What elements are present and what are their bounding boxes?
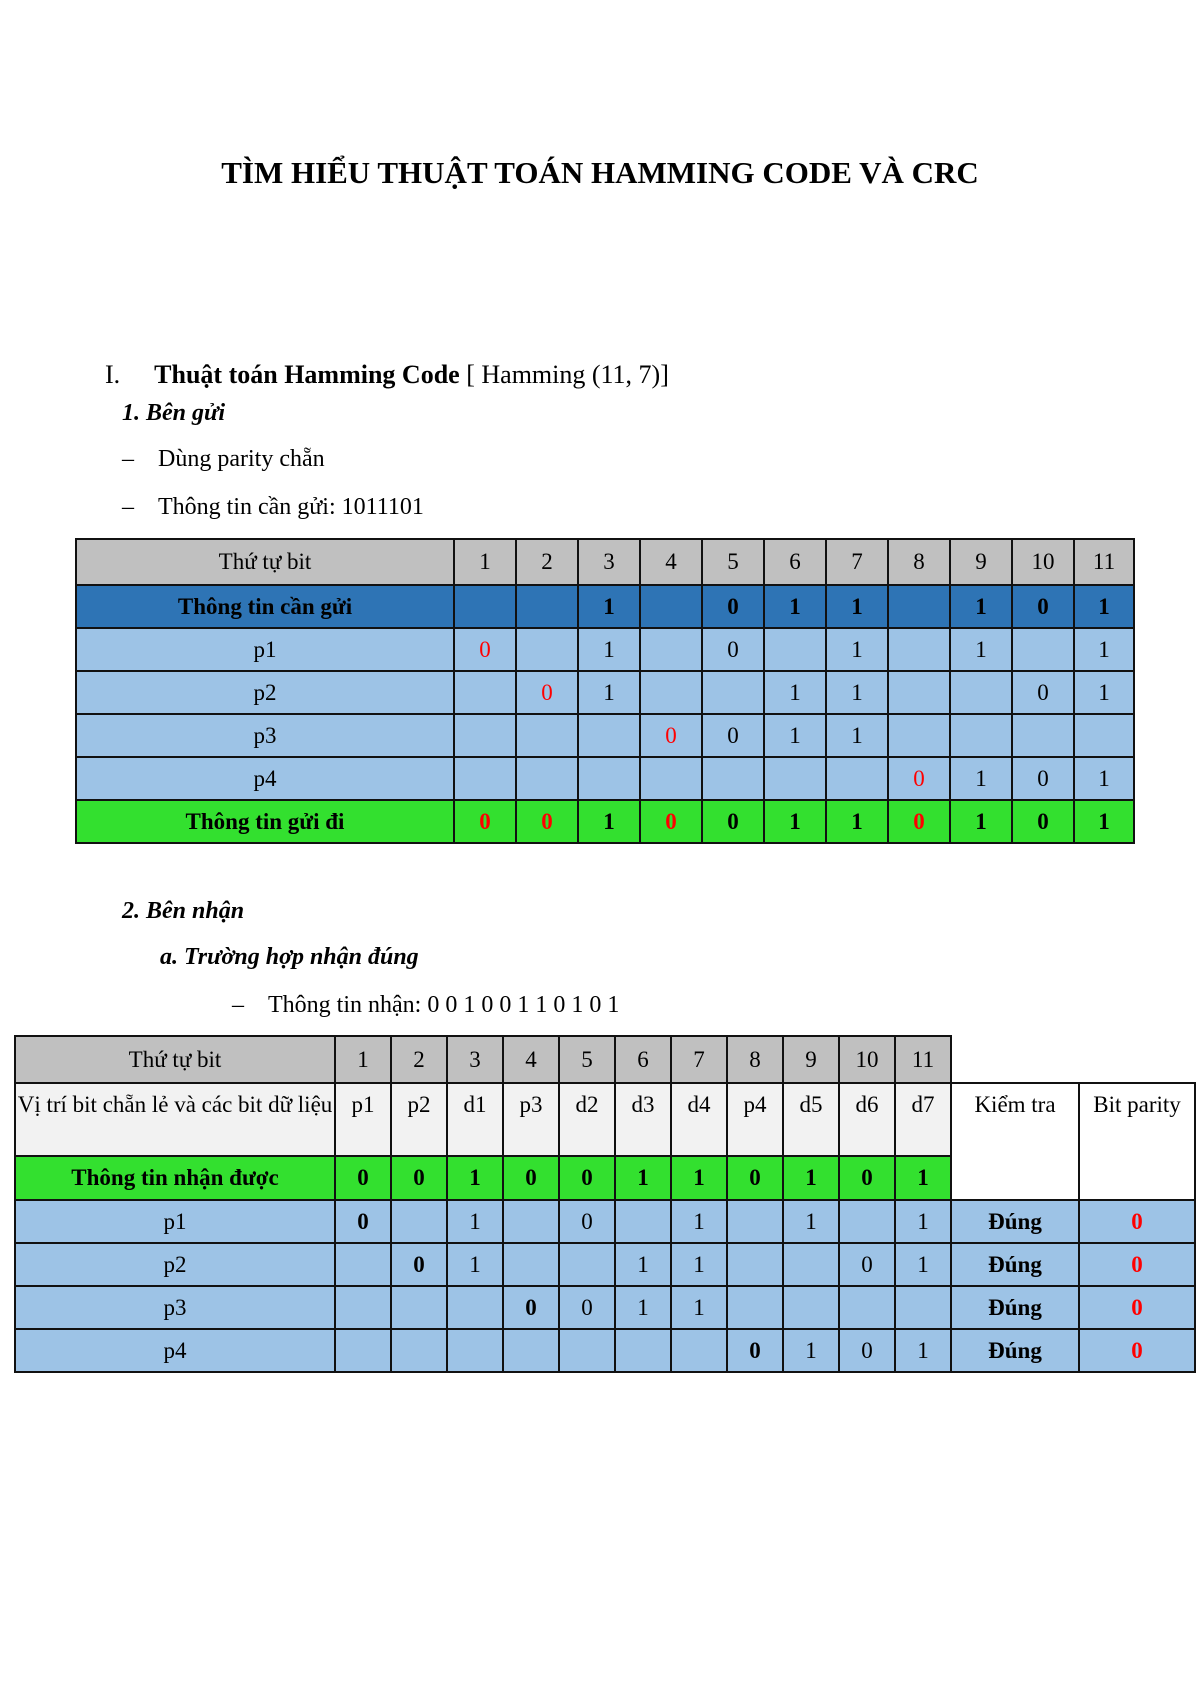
section-heading [105,360,669,390]
column-header: 7 [826,539,888,585]
parity-result: 0 [1079,1243,1195,1286]
bit-cell [783,1286,839,1329]
blank-cell [951,1036,1195,1083]
bit-cell: 0 [702,800,764,843]
sender-table [75,538,1135,844]
bit-cell [783,1243,839,1286]
position-cell: d2 [559,1083,615,1156]
bit-cell: 1 [615,1286,671,1329]
bit-cell: 1 [447,1200,503,1243]
bit-cell [615,1329,671,1372]
bit-cell [516,628,578,671]
parity-bit-cell: 0 [454,800,516,843]
position-cell: d4 [671,1083,727,1156]
row-label: p2 [76,671,454,714]
table-row [76,671,1134,714]
check-result: Đúng [951,1329,1079,1372]
bit-cell: 1 [950,757,1012,800]
table-header-row [15,1036,1195,1083]
bit-cell: 0 [839,1329,895,1372]
bit-cell [391,1200,447,1243]
bit-cell: 1 [671,1286,727,1329]
bit-cell [702,757,764,800]
bit-cell [888,585,950,628]
section-heading-bold: Thuật toán Hamming Code [154,360,460,389]
position-cell: d1 [447,1083,503,1156]
bit-cell: 1 [1074,628,1134,671]
bit-cell [671,1329,727,1372]
bit-cell [764,628,826,671]
row-label: p4 [15,1329,335,1372]
bit-cell [839,1200,895,1243]
table-row [76,800,1134,843]
parity-result: 0 [1079,1286,1195,1329]
bit-cell: 0 [335,1156,391,1200]
bullet-text: Dùng parity chẵn [158,446,325,472]
bit-cell [516,714,578,757]
bit-cell [615,1200,671,1243]
bit-cell: 1 [578,671,640,714]
table-row [76,757,1134,800]
bullet-item: – Thông tin nhận: 0 0 1 0 0 1 1 0 1 0 1 [232,992,620,1018]
check-header: Kiểm tra [951,1083,1079,1200]
column-header: 7 [671,1036,727,1083]
bit-cell: 1 [950,585,1012,628]
column-header: 3 [578,539,640,585]
bit-cell: 0 [503,1286,559,1329]
check-result: Đúng [951,1200,1079,1243]
bit-cell: 1 [826,585,888,628]
bit-cell [640,757,702,800]
bit-cell [839,1286,895,1329]
table-row [76,585,1134,628]
bit-cell: 1 [578,585,640,628]
row-label: Thông tin gửi đi [76,800,454,843]
bit-cell: 0 [391,1156,447,1200]
position-cell: d6 [839,1083,895,1156]
position-cell: d3 [615,1083,671,1156]
table-row [76,628,1134,671]
parity-bit-cell: 0 [640,800,702,843]
bit-cell: 1 [895,1156,951,1200]
row-label: p2 [15,1243,335,1286]
bit-cell [503,1329,559,1372]
bit-cell: 1 [764,585,826,628]
table-row [76,714,1134,757]
bit-cell: 0 [1012,800,1074,843]
bit-cell: 1 [826,800,888,843]
bit-cell [516,585,578,628]
bit-cell [764,757,826,800]
bit-cell: 0 [559,1286,615,1329]
bit-cell [826,757,888,800]
table-header-row [76,539,1134,585]
row-label: p3 [76,714,454,757]
column-header: 3 [447,1036,503,1083]
parity-result: 0 [1079,1200,1195,1243]
table-header-label: Thứ tự bit [76,539,454,585]
bit-cell [335,1243,391,1286]
bit-cell: 0 [1012,757,1074,800]
bit-cell: 0 [335,1200,391,1243]
bullet-item: – Thông tin cần gửi: 1011101 [122,494,424,520]
parity-bit-cell: 0 [640,714,702,757]
bullet-item: – Dùng parity chẵn [122,446,325,472]
bullet-text: Thông tin nhận: 0 0 1 0 0 1 1 0 1 0 1 [268,992,620,1018]
bit-cell [503,1243,559,1286]
bit-cell: 1 [1074,757,1134,800]
bit-cell [640,585,702,628]
bit-cell [895,1286,951,1329]
bit-cell: 0 [727,1156,783,1200]
bit-cell [454,757,516,800]
column-header: 9 [783,1036,839,1083]
bit-cell [335,1286,391,1329]
bit-cell: 1 [447,1156,503,1200]
bit-cell [335,1329,391,1372]
bit-cell: 1 [1074,671,1134,714]
column-header: 1 [454,539,516,585]
column-header: 11 [1074,539,1134,585]
row-label: Thông tin cần gửi [76,585,454,628]
bit-cell: 1 [783,1156,839,1200]
bit-cell: 1 [826,671,888,714]
bit-cell: 1 [895,1200,951,1243]
bit-cell: 0 [839,1243,895,1286]
bit-cell: 1 [578,628,640,671]
position-row [15,1083,1195,1156]
bit-cell [447,1286,503,1329]
bit-cell [454,714,516,757]
bit-cell: 1 [671,1243,727,1286]
sender-subheading: 1. Bên gửi [122,400,226,426]
column-header: 1 [335,1036,391,1083]
bit-cell [888,671,950,714]
case-a-subheading: a. Trường hợp nhận đúng [160,944,419,970]
section-numeral: I. [105,360,121,389]
bit-cell: 1 [950,800,1012,843]
table-row [15,1243,1195,1286]
row-label: p1 [76,628,454,671]
parity-bit-cell: 0 [516,671,578,714]
column-header: 5 [559,1036,615,1083]
table-row [15,1329,1195,1372]
receiver-subheading: 2. Bên nhận [122,898,245,924]
bit-cell: 1 [783,1329,839,1372]
bit-cell: 1 [671,1156,727,1200]
bit-cell [888,628,950,671]
bit-cell [702,671,764,714]
parity-header: Bit parity [1079,1083,1195,1200]
bit-cell: 0 [559,1156,615,1200]
bit-cell [727,1200,783,1243]
bit-cell: 1 [783,1200,839,1243]
row-label: p4 [76,757,454,800]
column-header: 2 [516,539,578,585]
bit-cell [559,1329,615,1372]
bit-cell: 1 [826,714,888,757]
bit-cell: 1 [895,1329,951,1372]
bit-cell [578,757,640,800]
bit-cell: 1 [615,1243,671,1286]
column-header: 10 [1012,539,1074,585]
position-cell: d7 [895,1083,951,1156]
position-label: Vị trí bit chẵn lẻ và các bit dữ liệu [15,1083,335,1156]
bit-cell [1012,628,1074,671]
bit-cell: 1 [764,800,826,843]
page-title: TÌM HIỂU THUẬT TOÁN HAMMING CODE VÀ CRC [221,155,979,190]
position-cell: p4 [727,1083,783,1156]
column-header: 8 [888,539,950,585]
bit-cell: 1 [671,1200,727,1243]
bit-cell: 1 [578,800,640,843]
parity-bit-cell: 0 [888,757,950,800]
position-cell: p1 [335,1083,391,1156]
row-label: Thông tin nhận được [15,1156,335,1200]
bit-cell [516,757,578,800]
column-header: 2 [391,1036,447,1083]
bit-cell: 0 [702,714,764,757]
bit-cell [391,1329,447,1372]
bit-cell: 0 [1012,671,1074,714]
row-label: p1 [15,1200,335,1243]
bit-cell [578,714,640,757]
bit-cell [640,671,702,714]
table-header-label: Thứ tự bit [15,1036,335,1083]
column-header: 8 [727,1036,783,1083]
position-cell: d5 [783,1083,839,1156]
bit-cell [559,1243,615,1286]
bit-cell [640,628,702,671]
bit-cell [454,585,516,628]
column-header: 6 [615,1036,671,1083]
bit-cell: 1 [1074,800,1134,843]
bit-cell [1074,714,1134,757]
bullet-text: Thông tin cần gửi: 1011101 [158,494,424,520]
bit-cell [391,1286,447,1329]
column-header: 11 [895,1036,951,1083]
column-header: 5 [702,539,764,585]
bit-cell: 0 [702,628,764,671]
bit-cell: 1 [826,628,888,671]
bit-cell [503,1200,559,1243]
column-header: 10 [839,1036,895,1083]
bit-cell [447,1329,503,1372]
column-header: 4 [640,539,702,585]
bit-cell: 1 [895,1243,951,1286]
parity-bit-cell: 0 [516,800,578,843]
check-result: Đúng [951,1243,1079,1286]
bit-cell [950,714,1012,757]
table-row [15,1286,1195,1329]
receiver-table [14,1035,1196,1373]
bit-cell [727,1286,783,1329]
bit-cell [454,671,516,714]
parity-bit-cell: 0 [454,628,516,671]
bit-cell: 1 [1074,585,1134,628]
bit-cell: 0 [391,1243,447,1286]
bit-cell: 0 [1012,585,1074,628]
bit-cell [1012,714,1074,757]
check-result: Đúng [951,1286,1079,1329]
position-cell: p2 [391,1083,447,1156]
bit-cell: 0 [702,585,764,628]
column-header: 6 [764,539,826,585]
row-label: p3 [15,1286,335,1329]
bit-cell: 1 [447,1243,503,1286]
position-cell: p3 [503,1083,559,1156]
bit-cell [950,671,1012,714]
column-header: 9 [950,539,1012,585]
bit-cell: 0 [839,1156,895,1200]
bit-cell: 0 [559,1200,615,1243]
column-header: 4 [503,1036,559,1083]
bit-cell: 0 [503,1156,559,1200]
parity-result: 0 [1079,1329,1195,1372]
bit-cell: 1 [615,1156,671,1200]
bit-cell: 1 [950,628,1012,671]
bit-cell: 0 [727,1329,783,1372]
section-heading-rest: [ Hamming (11, 7)] [459,360,669,389]
table-row [15,1200,1195,1243]
bit-cell [727,1243,783,1286]
bit-cell: 1 [764,671,826,714]
bit-cell: 1 [764,714,826,757]
bit-cell [888,714,950,757]
parity-bit-cell: 0 [888,800,950,843]
